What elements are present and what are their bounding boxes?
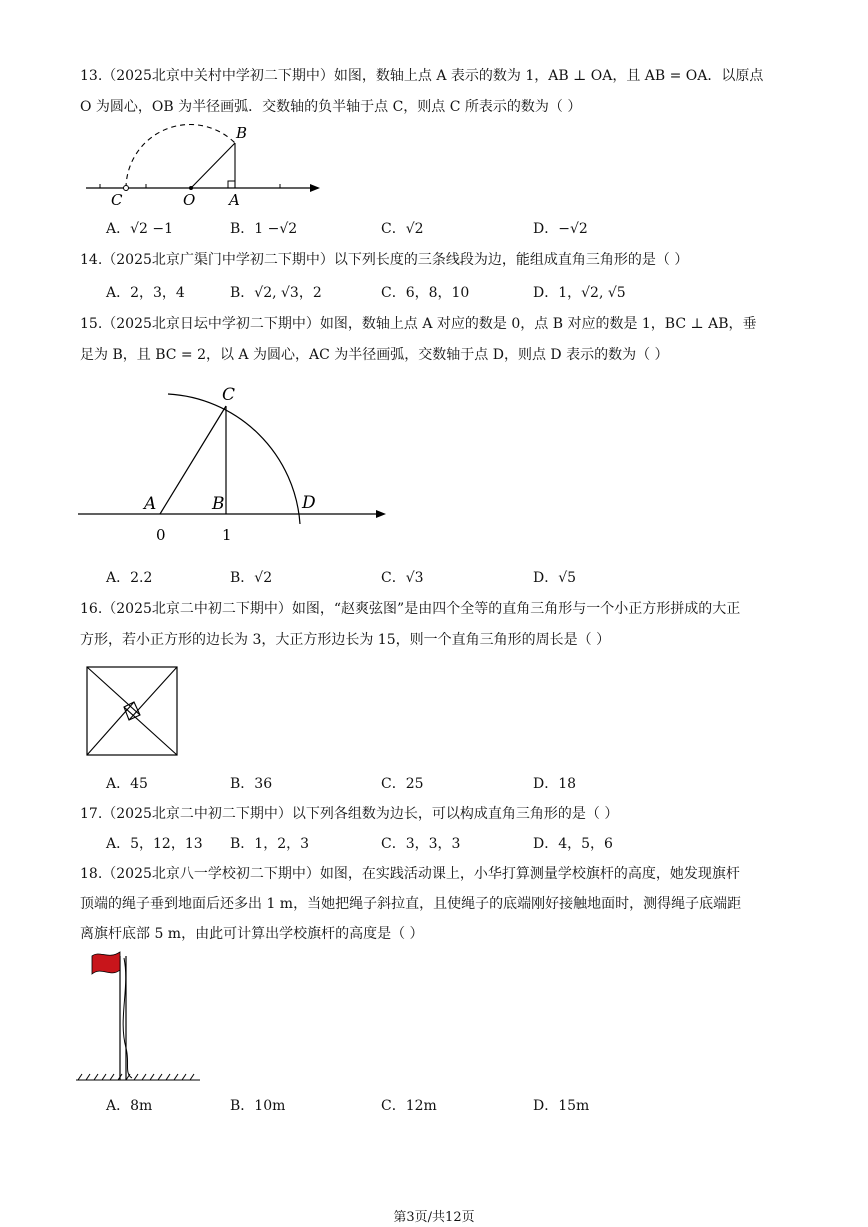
q15-figure: [76, 380, 396, 548]
q16-text-line1: 16.（2025北京二中初二下期中）如图，“赵爽弦图”是由四个全等的直角三角形与一个小正方形拼成的大正: [80, 601, 741, 617]
q16-text-line2: 方形，若小正方形的边长为 3，大正方形边长为 15，则一个直角三角形的周长是（ ）: [80, 632, 611, 648]
q18-option-a[interactable]: A．8m: [106, 1098, 153, 1114]
page-footer: 第3页/共12页: [393, 1210, 475, 1225]
q14-option-a[interactable]: A．2，3，4: [106, 285, 185, 301]
q13-text-line2: O 为圆心，OB 为半径画弧．交数轴的负半轴于点 C，则点 C 所表示的数为（ ）: [80, 99, 582, 115]
q16-outer-square: [87, 667, 177, 755]
q15-text-line1: 15.（2025北京日坛中学初二下期中）如图，数轴上点 A 对应的数是 0，点 B 对应的数是 1，BC ⊥ AB，垂: [80, 316, 757, 332]
q15-label-c: C: [222, 385, 236, 405]
q15-label-d: D: [302, 493, 316, 513]
q16-option-c[interactable]: C．25: [381, 776, 424, 792]
q15-option-c[interactable]: C．√3: [381, 570, 424, 586]
q15-label-a: A: [144, 494, 157, 514]
q13-right-angle-mark: [228, 181, 235, 188]
q13-option-c[interactable]: C．√2: [381, 221, 424, 237]
q15-option-b[interactable]: B．√2: [230, 570, 273, 586]
q15-axis-arrow: [376, 510, 386, 518]
q13-option-b[interactable]: B．1 −√2: [230, 221, 298, 237]
q18-text-line3: 离旗杆底部 5 m，由此可计算出学校旗杆的高度是（ ）: [80, 926, 424, 942]
q13-label-c: C: [111, 191, 123, 209]
q16-option-a[interactable]: A．45: [106, 776, 148, 792]
q15-tick-label-0: 0: [156, 526, 166, 544]
q18-text-line2: 顶端的绳子垂到地面后还多出 1 m，当她把绳子斜拉直，且使绳子的底端刚好接触地面时，测得绳子底端距: [80, 896, 742, 912]
q16-option-d[interactable]: D．18: [533, 776, 577, 792]
q15-text-line2: 足为 B，且 BC = 2，以 A 为圆心，AC 为半径画弧，交数轴于点 D，则点 D 表示的数为（ ）: [80, 347, 669, 363]
q13-text-line1: 13.（2025北京中关村中学初二下期中）如图，数轴上点 A 表示的数为 1，AB ⊥ OA，且 AB = OA．以原点: [80, 68, 764, 84]
q17-option-a[interactable]: A．5，12，13: [106, 836, 203, 852]
q13-axis-arrow: [310, 184, 320, 192]
q17-option-c[interactable]: C．3，3，3: [381, 836, 461, 852]
q15-label-b: B: [212, 494, 225, 514]
q18-option-b[interactable]: B．10m: [230, 1098, 286, 1114]
q17-option-b[interactable]: B．1，2，3: [230, 836, 310, 852]
q17-text-line1: 17.（2025北京二中初二下期中）以下列各组数为边长，可以构成直角三角形的是（ ）: [80, 806, 619, 822]
q13-label-o: O: [183, 191, 196, 209]
q13-figure: [80, 124, 330, 212]
q15-option-d[interactable]: D．√5: [533, 570, 577, 586]
q13-dashed-arc: [126, 125, 235, 188]
q18-option-d[interactable]: D．15m: [533, 1098, 590, 1114]
q18-flag: [92, 952, 120, 974]
q18-flagpole-figure: [74, 948, 204, 1084]
q15-option-a[interactable]: A．2.2: [106, 570, 153, 586]
q13-option-d[interactable]: D．−√2: [533, 221, 588, 237]
q14-text-line1: 14.（2025北京广渠门中学初二下期中）以下列长度的三条线段为边，能组成直角三角形的是（ ）: [80, 252, 689, 268]
q15-arc: [168, 394, 300, 524]
q18-option-c[interactable]: C．12m: [381, 1098, 437, 1114]
q18-rope: [123, 958, 132, 1078]
q17-option-d[interactable]: D．4，5，6: [533, 836, 613, 852]
q14-option-c[interactable]: C．6，8，10: [381, 285, 470, 301]
q15-tick-label-1: 1: [222, 526, 232, 544]
q16-option-b[interactable]: B．36: [230, 776, 273, 792]
q18-text-line1: 18.（2025北京八一学校初二下期中）如图，在实践活动课上，小华打算测量学校旗杆的高度，她发现旗杆: [80, 866, 740, 882]
q14-option-d[interactable]: D．1，√2, √5: [533, 285, 626, 301]
q13-label-a: A: [229, 191, 240, 209]
q16-zhao-shuang-diagram: [86, 666, 180, 758]
q14-option-b[interactable]: B．√2, √3，2: [230, 285, 322, 301]
q13-option-a[interactable]: A．√2 −1: [106, 221, 174, 237]
q13-label-b: B: [236, 124, 248, 142]
